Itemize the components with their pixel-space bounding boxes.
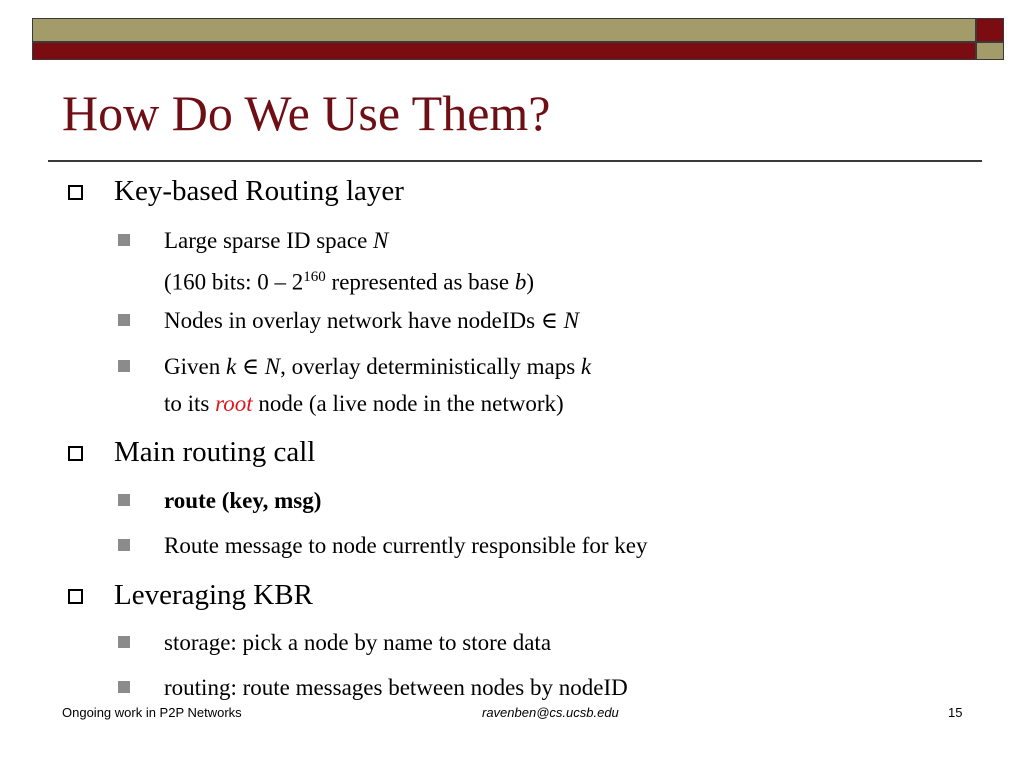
element-of-symbol: ∈: [540, 308, 558, 333]
subbullet-route-call: [164, 482, 321, 519]
text-run: Nodes in overlay network have nodeIDs: [164, 308, 541, 333]
variable-b: b: [514, 269, 527, 295]
superscript: 160: [303, 269, 326, 285]
text-run: ): [526, 269, 534, 295]
text-run: routing: route messages between nodes by nodeID: [164, 675, 628, 700]
subbullet-line: [164, 348, 591, 385]
filled-square-icon: [118, 234, 130, 246]
filled-square-icon: [118, 681, 130, 693]
text-run: represented as base: [325, 269, 515, 295]
footer-email: ravenben@cs.ucsb.edu: [482, 705, 619, 720]
footer-left: Ongoing work in P2P Networks: [62, 705, 242, 720]
filled-square-icon: [118, 539, 130, 551]
text-run: (160 bits: 0 – 2: [164, 269, 304, 295]
text-run: Route message to node currently responsible for key: [164, 533, 648, 558]
subbullet-routing: [164, 669, 628, 706]
subbullet-line: [164, 385, 591, 422]
text-run: Large sparse ID space: [164, 228, 374, 253]
text-run: to its: [164, 391, 216, 416]
filled-square-icon: [118, 360, 130, 372]
filled-square-icon: [118, 494, 130, 506]
bullet-heading: Leveraging KBR: [114, 579, 313, 611]
hollow-square-icon: [68, 185, 83, 200]
variable-n: N: [264, 354, 281, 379]
variable-k: k: [225, 354, 237, 379]
subbullet-route-message: [164, 527, 648, 564]
subbullet-nodeids: [164, 302, 579, 339]
subbullet-id-space: [164, 222, 534, 301]
variable-n: N: [557, 308, 579, 333]
subbullet-mapping: [164, 348, 591, 422]
text-run: storage: pick a node by name to store data: [164, 630, 552, 655]
bullet-leveraging-kbr: [114, 578, 313, 612]
text-run: node (a live node in the network): [252, 391, 564, 416]
variable-k: k: [580, 354, 592, 379]
filled-square-icon: [118, 636, 130, 648]
subbullet-line: [164, 259, 534, 301]
bullet-heading: Key-based Routing layer: [114, 175, 404, 207]
hollow-square-icon: [68, 446, 83, 461]
hollow-square-icon: [68, 589, 83, 604]
highlighted-root: root: [215, 391, 253, 416]
bullet-main-routing-call: [114, 435, 315, 469]
slide-title: How Do We Use Them?: [62, 85, 551, 141]
page-number: 15: [948, 705, 963, 720]
bullet-key-based-routing: [114, 174, 404, 208]
element-of-symbol: ∈: [236, 354, 265, 379]
variable-n: N: [373, 228, 389, 253]
text-run: Given: [164, 354, 226, 379]
text-run: , overlay deterministically maps: [280, 354, 581, 379]
subbullet-storage: [164, 624, 551, 661]
route-signature: route (key, msg): [164, 488, 322, 513]
subbullet-line: [164, 222, 534, 259]
bullet-heading: Main routing call: [114, 436, 316, 468]
filled-square-icon: [118, 314, 130, 326]
